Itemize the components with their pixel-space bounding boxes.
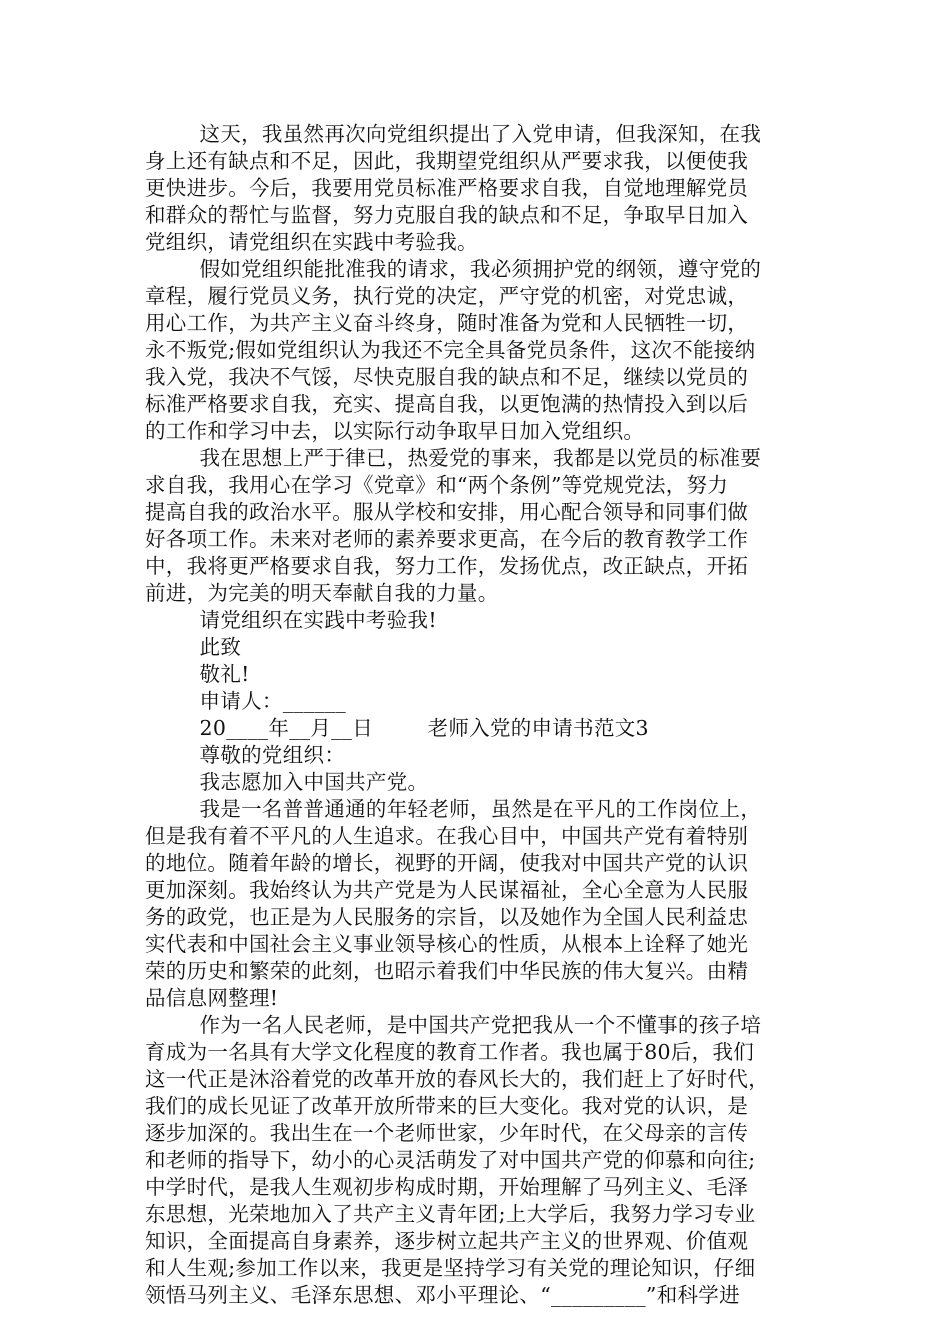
- text-line: 永不叛党;假如党组织认为我还不完全具备党员条件，这次不能接纳: [145, 338, 756, 362]
- text-line: 中学时代，是我人生观初步构成时期，开始理解了马列主义、毛泽: [145, 1175, 749, 1199]
- text-line: 假如党组织能批准我的请求，我必须拥护党的纲领，遵守党的: [145, 257, 762, 281]
- text-line: 和群众的帮忙与监督，努力克服自我的缺点和不足，争取早日加入: [145, 203, 749, 227]
- text-line: 标准严格要求自我，充实、提高自我，以更饱满的热情投入到以后: [145, 392, 749, 416]
- text-line: 务的政党，也正是为人民服务的宗旨，以及她作为全国人民利益忠: [145, 905, 749, 929]
- text-line: 品信息网整理!: [145, 986, 279, 1010]
- text-line: 和人生观;参加工作以来，我更是坚持学习有关党的理论知识，仔细: [145, 1256, 756, 1280]
- text-line: 和老师的指导下，幼小的心灵活萌发了对中国共产党的仰慕和向往;: [145, 1148, 756, 1172]
- text-line: 但是我有着不平凡的人生追求。在我心目中，中国共产党有着特别: [145, 824, 749, 848]
- text-line: 这一代正是沐浴着党的改革开放的春风长大的，我们赶上了好时代，: [145, 1067, 769, 1091]
- text-line: 我入党，我决不气馁，尽快克服自我的缺点和不足，继续以党员的: [145, 365, 749, 389]
- text-line: 我在思想上严于律已，热爱党的事来，我都是以党员的标准要: [145, 446, 762, 470]
- text-line: 中，我将更严格要求自我，努力工作，发扬优点，改正缺点，开拓: [145, 554, 749, 578]
- text-line: 好各项工作。未来对老师的素养要求更高，在今后的教育教学工作: [145, 527, 749, 551]
- text-line: 尊敬的党组织：: [145, 743, 346, 767]
- text-line: 的地位。随着年龄的增长，视野的开阔，使我对中国共产党的认识: [145, 851, 749, 875]
- text-line: 此致: [145, 635, 242, 659]
- text-line: 敬礼!: [145, 662, 250, 686]
- text-line: 20____年__月__日 老师入党的申请书范文3: [145, 716, 649, 740]
- text-line: 请党组织在实践中考验我!: [145, 608, 437, 632]
- text-line: 东思想，光荣地加入了共产主义青年团;上大学后，我努力学习专业: [145, 1202, 756, 1226]
- text-line: 逐步加深的。我出生在一个老师世家，少年时代，在父母亲的言传: [145, 1121, 749, 1145]
- text-line: 的工作和学习中去，以实际行动争取早日加入党组织。: [145, 419, 645, 443]
- text-line: 前进，为完美的明天奉献自我的力量。: [145, 581, 499, 605]
- text-line: 作为一名人民老师，是中国共产党把我从一个不懂事的孩子培: [145, 1013, 762, 1037]
- text-line: 实代表和中国社会主义事业领导核心的性质，从根本上诠释了她光: [145, 932, 749, 956]
- text-line: 提高自我的政治水平。服从学校和安排，用心配合领导和同事们做: [145, 500, 749, 524]
- text-line: 我志愿加入中国共产党。: [145, 770, 429, 794]
- text-line: 更加深刻。我始终认为共产党是为人民谋福祉，全心全意为人民服: [145, 878, 749, 902]
- text-line: 更快进步。今后，我要用党员标准严格要求自我，自觉地理解党员: [145, 176, 749, 200]
- document-body: [145, 121, 815, 1309]
- text-line: 知识，全面提高自身素养，逐步树立起共产主义的世界观、价值观: [145, 1229, 749, 1253]
- text-line: 荣的历史和繁荣的此刻，也昭示着我们中华民族的伟大复兴。由精: [145, 959, 749, 983]
- text-line: 章程，履行党员义务，执行党的决定，严守党的机密，对党忠诚，: [145, 284, 749, 308]
- text-line: 这天，我虽然再次向党组织提出了入党申请，但我深知，在我: [145, 122, 762, 146]
- text-line: 领悟马列主义、毛泽东思想、邓小平理论、“_________”和科学进: [145, 1283, 740, 1307]
- text-line: 党组织，请党组织在实践中考验我。: [145, 230, 478, 254]
- text-line: 申请人：______: [145, 689, 347, 713]
- text-line: 育成为一名具有大学文化程度的教育工作者。我也属于80后，我们: [145, 1040, 755, 1064]
- text-line: 用心工作，为共产主义奋斗终身，随时准备为党和人民牺牲一切，: [145, 311, 749, 335]
- text-line: 我是一名普普通通的年轻老师，虽然是在平凡的工作岗位上，: [145, 797, 762, 821]
- text-line: 身上还有缺点和不足，因此，我期望党组织从严要求我，以便使我: [145, 149, 749, 173]
- text-line: 我们的成长见证了改革开放所带来的巨大变化。我对党的认识，是: [145, 1094, 749, 1118]
- text-line: 求自我，我用心在学习《党章》和“两个条例”等党规党法，努力: [145, 473, 729, 497]
